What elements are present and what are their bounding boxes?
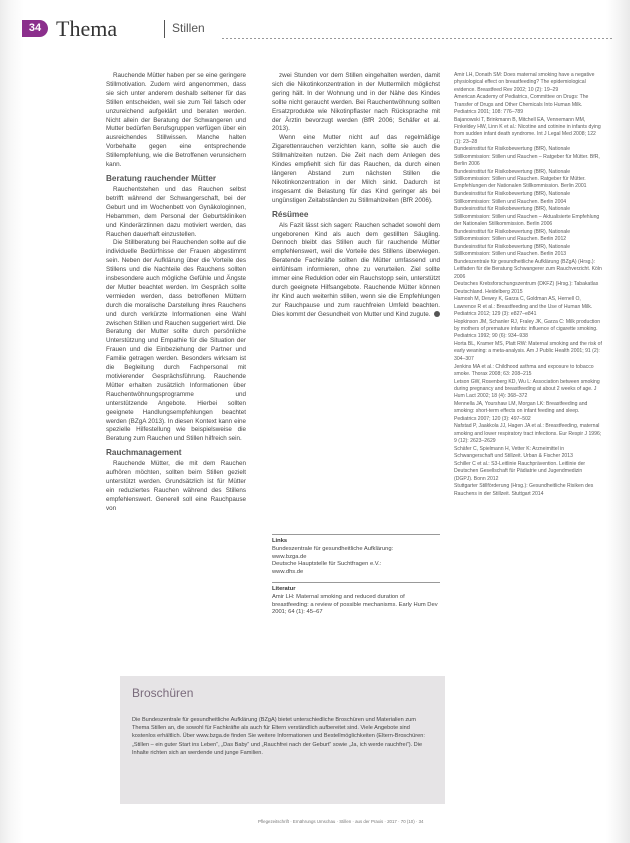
header-divider: [164, 20, 165, 38]
reference-item: Deutsches Krebsforschungszentrum (DKFZ) (Hrsg.): Tabakatlas Deutschland. Heidelberg 2015: [454, 281, 599, 295]
topic-label: Stillen: [172, 21, 205, 35]
reference-item: Bundesinstitut für Risikobewertung (BfR), Nationale Stillkommission: Stillen und Rauchen – Aktualisierte Empfehlung der Nationalen Stillkommission. Berlin 2006: [454, 206, 600, 227]
subheading: Résümee: [272, 209, 309, 219]
reference-item: Hamosh M, Dewey K, Garza C, Goldman AS, Hernell O, Lawrence R et al.: Breastfeeding and the Use of Human Milk. Pediatrics 2012; 129 (3): e827–e841: [454, 296, 593, 317]
reference-item: Letson GW, Rosenberg KD, Wu L: Association between smoking during pregnancy and breastfeeding at about 2 weeks of age. J Hum Lact 2002; 18 (4): 368–372: [454, 378, 600, 400]
text-column-2: [272, 72, 440, 532]
paragraph-text: Als Fazit lässt sich sagen: Rauchen schadet sowohl dem ungeborenen Kind als auch dem gestillten Säugling. Dennoch bleibt das Stillen auch für rauchende Mütter empfehlenswert, weil die Vorteile des Stillens überwiegen. Beratende Fachkräfte sollten die Mütter umfassend und einfühlsam informieren, ohne zu verurteilen. Ziel sollte immer eine Reduktion oder ein Rauchstopp sein, unterstützt durch geeignete Hilfsangebote. Rauchende Mütter können ihr Kind auch weiterhin stillen, wenn sie die Empfehlungen zur Rauchpause und zum rauchfreien Umfeld beachten. Dies kommt der Gesundheit von Mutter und Kind zugute.: [272, 221, 440, 318]
link-url[interactable]: www.bzga.de: [272, 553, 307, 560]
reference-item: Bundesinstitut für Risikobewertung (BfR), Nationale Stillkommission: Stillen und Rauchen. Berlin 2004: [454, 191, 571, 205]
paragraph: Rauchentstehen und das Rauchen selbst betrifft während der Schwangerschaft, bei der Geburt und im Wochenbett von Gynäkologinnen, Hebammen, dem Personal der Geburtskliniken und Kinderärztinnen dazu motiviert werden, das Rauchen dauerhaft einzustellen.: [106, 185, 246, 238]
section-title: Thema: [56, 16, 118, 41]
references-column: [454, 72, 602, 812]
brochures-box: [120, 676, 445, 804]
reference-item: Horta BL, Kramer MS, Platt RW: Maternal smoking and the risk of early weaning: a meta-analysis. Am J Public Health 2001; 91 (2): 304–307: [454, 341, 602, 362]
reference-item: Hopkinson JM, Schanler RJ, Fraley JK, Garza C: Milk production by mothers of premature infants: influence of cigarette smoking. Pediatrics 1992; 90 (6): 934–938: [454, 318, 601, 340]
literature-entry: Amir LH: Maternal smoking and reduced duration of breastfeeding: a review of possible mechanisms. Early Hum Dev 2001; 64 (1): 45–67: [272, 594, 438, 616]
links-box: [272, 534, 440, 617]
reference-item: Bundesinstitut für Risikobewertung (BfR), Nationale Stillkommission: Stillen und Rauchen – Ratgeber für Mütter. BfR, Berlin 2006: [454, 146, 600, 168]
literature-heading: Literatur: [272, 582, 440, 593]
reference-item: Jenkins MA et al.: Childhood asthma and exposure to tobacco smoke. Thorax 2008; 63: 208–215: [454, 363, 594, 377]
paragraph: zwei Stunden vor dem Stillen eingehalten werden, damit sich die Nikotinkonzentration in der Muttermilch möglichst gering hält. In der Wohnung und in der Nähe des Kindes sollte nicht geraucht werden. Bei Rauchentwöhnung sollten Ersatzprodukte wie Nikotinpflaster nach Rücksprache mit der Ärztin bevorzugt werden (BfR 2006; Schäfer et al. 2013).: [272, 72, 440, 133]
paragraph: Rauchende Mütter haben per se eine geringere Stillmotivation. Zudem wird angenommen, dass sie sich unter anderem deshalb seltener für das Stillen entscheiden, weil sie zum Teil falsch oder unzureichend aufgeklärt und beraten werden. Nicht allein der Beratung der Schwangeren und Mutter bedürfen Berufsgruppen verfügen über ein ausreichendes Stillwissen. Manche halten Vorbehalte gegen eine entsprechende Stillempfehlung, wie die Betroffenen verunsichern kann.: [106, 72, 246, 169]
paragraph: Die Stillberatung bei Rauchenden sollte auf die individuelle Bedürfnisse der Frauen abgestimmt sein. Neben der Aufklärung über die Vorteile des Stillens und die Nachteile des Rauchens sollten insbesondere auch mögliche Gefühle und Ängste der Mutter beachtet werden. Im Gespräch sollte vermieden werden, dass betroffenen Müttern durch die moralische Darstellung ihres Rauchens und durch verkürzte Informationen eine Wahl zwischen Stillen und Rauchen suggeriert wird. Die Beratung der Mutter sollte durch persönliche Unterstützung und Empathie für die Situation der Frauen und die Einbeziehung der Partner und Familie getragen werden. Besonders wirksam ist die Begleitung durch Fachpersonal mit motivierender Gesprächsführung. Rauchende Mütter erhalten zusätzlich Informationen über Rauchentwöhnungsprogramme und unterstützende Angebote. Hierbei sollten geeignete Handlungsempfehlungen beachtet werden (BZgA 2013). In diesen Kontext kann eine spezielle Hilfestellung wie beispielsweise die Beratung zum Rauchen und Stillen hilfreich sein.: [106, 239, 246, 443]
reference-item: Bundesinstitut für Risikobewertung (BfR), Nationale Stillkommission: Stillen und Rauchen. Berlin 2013: [454, 243, 571, 258]
subheading: Beratung rauchender Mütter: [106, 173, 217, 183]
page-footer: Pflegezeitschrift · Ernährungs Umschau · Stillen · aus der Praxis · 2017 · 70 (10) · 34: [258, 819, 424, 824]
links-heading: Links: [272, 534, 440, 545]
reference-item: Bundesinstitut für Risikobewertung (BfR), Nationale Stillkommission: Stillen und Rauchen. Berlin 2012: [454, 228, 571, 243]
paragraph: Wenn eine Mutter nicht auf das regelmäßige Zigarettenrauchen verzichten kann, sollte sie auch die Stillmahlzeiten nutzen. Die Zeit nach dem Anlegen des Kindes empfiehlt sich für das Rauchen, da durch einen längeren Abstand zum nächsten Stillen die Nikotinkonzentration in der Milch sinkt. Dadurch ist insgesamt die Belastung für das Kind geringer als bei ungünstigen Zeitabständen zu Stillmahlzeiten (BfR 2006).: [272, 134, 440, 204]
page-header: [22, 18, 614, 44]
reference-item: Mennella JA, Yourshaw LM, Morgan LK: Breastfeeding and smoking: short-term effects on infant feeding and sleep. Pediatrics 2007; 120 (3): 497–502: [454, 401, 588, 422]
brochures-title: Broschüren: [132, 686, 194, 700]
reference-item: Bundesinstitut für Risikobewertung (BfR), Nationale Stillkommission: Stillen und Rauchen. Ratgeber für Mütter. Empfehlungen der Nationalen Stillkommission. Berlin 2001: [454, 168, 587, 190]
reference-item: American Academy of Pediatrics, Committee on Drugs: The Transfer of Drugs and Other Chemicals Into Human Milk. Pediatrics 2001; 108: 776–789: [454, 94, 589, 115]
brochures-text: Die Bundeszentrale für gesundheitliche Aufklärung (BZgA) bietet unterschiedliche Broschüren und Materialien zum Thema Stillen an, die sowohl für Fachkräfte als auch für Eltern verständlich aufbereitet sind. Viele Angebote sind kostenlos erhältlich. Über www.bzga.de finden Sie weitere Informationen und Bestellmöglichkeiten (Eltern-Broschüren: „Stillen – ein guter Start ins Leben“, „Das Baby“ und „Rauchfrei nach der Geburt“ sowie „Ja, ich werde rauchfrei“). Die Inhalte richten sich an werdende und junge Familien.: [132, 717, 425, 756]
reference-item: Schiller C et al.: S3-Leitlinie Rauchprävention. Leitlinie der Deutschen Gesellschaft für Pädiatrie und Jugendmedizin (DGPJ). Bonn 2012: [454, 460, 586, 482]
reference-item: Schäfer C, Spielmann H, Vetter K: Arzneimittel in Schwangerschaft und Stillzeit. Urban & Fischer 2013: [454, 445, 573, 460]
paragraph: [272, 222, 440, 320]
reference-item: Amir LH, Donath SM: Does maternal smoking have a negative physiological effect on breastfeeding? The epidemiological evidence. Breastfeed Rev 2002; 10 (2): 19–29: [454, 72, 595, 93]
text-column-1: [106, 72, 246, 612]
reference-item: Bundeszentrale für gesundheitliche Aufklärung (BZgA) (Hrsg.): Leitfaden für die Beratung Schwangerer zum Rauchverzicht. Köln 2006: [454, 258, 602, 280]
page-number-badge: 34: [22, 20, 48, 37]
paragraph: Rauchende Mütter, die mit dem Rauchen aufhören möchten, sollten beim Stillen gezielt unterstützt werden. Grundsätzlich ist für Mütter ein reduziertes Rauchen während des Stillens empfehlenswert. Generell soll eine Rauchpause von: [106, 460, 246, 512]
reference-item: Nafstad P, Jaakkola JJ, Hagen JA et al.: Breastfeeding, maternal smoking and lower respiratory tract infections. Eur Respir J 1996; 9 (12): 2623–2629: [454, 423, 602, 445]
reference-item: Stuttgarter Stillförderung (Hrsg.): Gesundheitliche Risiken des Rauchens in der Stillzeit. Stuttgart 2014: [454, 483, 594, 497]
link-text: Deutsche Hauptstelle für Suchtfragen e.V.:: [272, 561, 382, 568]
header-rule: [222, 38, 614, 39]
link-text: Bundeszentrale für gesundheitliche Aufklärung:: [272, 546, 394, 553]
reference-item: Bajanowski T, Brinkmann B, Mitchell EA, Vennemann MM, Finkeldey HW, Linn K et al.: Nicotine and cotinine in infants dying from sudden infant death syndrome. Int J Legal Med 2008; 122 (1): 23–28: [454, 116, 601, 145]
end-mark-icon: [434, 311, 440, 317]
link-url[interactable]: www.dhs.de: [272, 568, 304, 575]
subheading: Rauchmanagement: [106, 448, 182, 458]
